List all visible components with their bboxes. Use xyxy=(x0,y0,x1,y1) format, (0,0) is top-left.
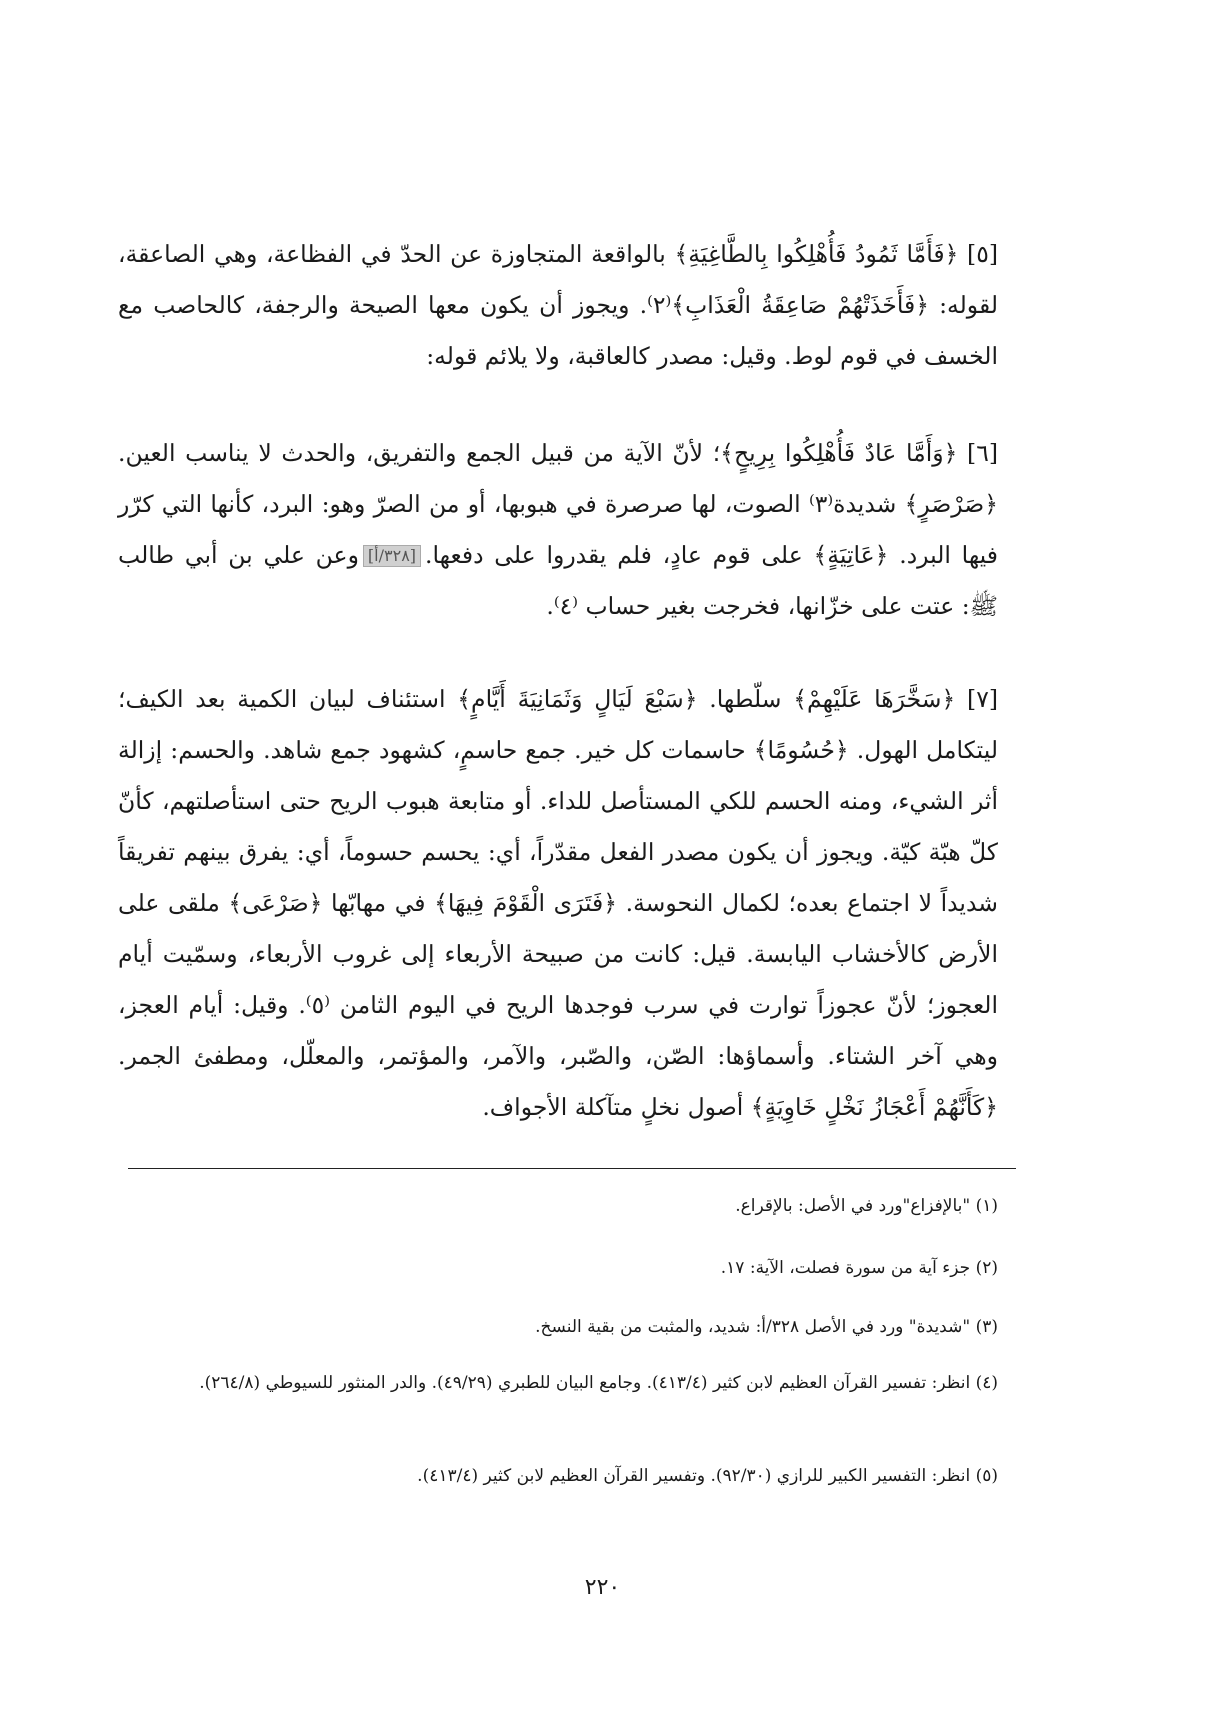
paragraph-5: [٥] ﴿فَأَمَّا ثَمُودُ فَأُهْلِكُوا بِالطَّاغِيَةِ﴾ بالواقعة المتجاوزة عن الحدّ في الفظاعة، وهي الصاعقة، لقوله: ﴿فَأَخَذَتْهُمْ صَاعِقَةُ الْعَذَابِ﴾⁽٢⁾. ويجوز أن يكون معها الصيحة والرجفة، كالحاصب مع الخسف في قوم لوط. وقيل: مصدر كالعاقبة، ولا يلائم قوله: xyxy=(118,239,998,370)
page-number: ٢٢٠ xyxy=(584,1575,621,1600)
footnote-3: (٣) "شديدة" ورد في الأصل ٣٢٨/أ: شديد، والمثبت من بقية النسخ. xyxy=(535,1317,998,1337)
paragraph-7: [٧] ﴿سَخَّرَهَا عَلَيْهِمْ﴾ سلّطها. ﴿سَبْعَ لَيَالٍ وَثَمَانِيَةَ أَيَّامٍ﴾ استئناف لبيان الكمية بعد الكيف؛ ليتكامل الهول. ﴿حُسُومًا﴾ حاسمات كل خير. جمع حاسمٍ، كشهود جمع شاهد. والحسم: إزالة أثر الشيء، ومنه الحسم للكي المستأصل للداء. أو متابعة هبوب الريح حتى استأصلتهم، كأنّ كلّ هبّة كيّة. ويجوز أن يكون مصدر الفعل مقدّراً، أي: يحسم حسوماً، أي: يفرق بينهم تفريقاً شديداً لا اجتماع بعده؛ لكمال النحوسة. ﴿فَتَرَى الْقَوْمَ فِيهَا﴾ في مهابّها ﴿صَرْعَى﴾ ملقى على الأرض كالأخشاب اليابسة. قيل: كانت من صبيحة الأربعاء إلى غروب الأربعاء، وسمّيت أيام العجوز؛ لأنّ عجوزاً توارت في سرب فوجدها الريح في اليوم الثامن ⁽٥⁾. وقيل: أيام العجز، وهي آخر الشتاء. وأسماؤها: الصّن، والصّبر، والآمر، والمؤتمر، والمعلّل، ومطفئ الجمر. ﴿كَأَنَّهُمْ أَعْجَازُ نَخْلٍ خَاوِيَةٍ﴾ أصول نخلٍ متآكلة الأجواف. xyxy=(118,684,998,1121)
footnote-2: (٢) جزء آية من سورة فصلت، الآية: ١٧. xyxy=(720,1258,998,1278)
paragraph-6 xyxy=(118,428,998,632)
paragraph-6-text: [٦] ﴿وَأَمَّا عَادٌ فَأُهْلِكُوا بِرِيحٍ﴾؛ لأنّ الآية من قبيل الجمع والتفريق، والحدث لا يناسب العين. ﴿صَرْصَرٍ﴾ شديدة⁽٣⁾ الصوت، لها صرصرة في هبوبها، أو من الصرّ وهو: البرد، كأنها التي كرّر فيها البرد. ﴿عَاتِيَةٍ﴾ على قوم عادٍ، فلم يقدروا على دفعها. xyxy=(118,438,999,569)
footnote-5: (٥) انظر: التفسير الكبير للرازي (٩٢/٣٠). وتفسير القرآن العظيم لابن كثير (٤١٣/٤). xyxy=(417,1466,998,1486)
footnote-1: (١) "بالإفزاع"ورد في الأصل: بالإقراع. xyxy=(735,1196,998,1216)
paragraph-6-text-continued: وعن علي بن أبي طالب ﷺ: عتت على خزّانها، فخرجت بغير حساب ⁽٤⁾. xyxy=(118,540,998,620)
manuscript-folio-marker: [٣٢٨/أ] xyxy=(363,545,421,567)
footnote-4: (٤) انظر: تفسير القرآن العظيم لابن كثير (٤١٣/٤). وجامع البيان للطبري (٤٩/٢٩). والدر المنثور للسيوطي (٢٦٤/٨). xyxy=(199,1373,998,1393)
footnote-separator xyxy=(128,1168,1016,1169)
